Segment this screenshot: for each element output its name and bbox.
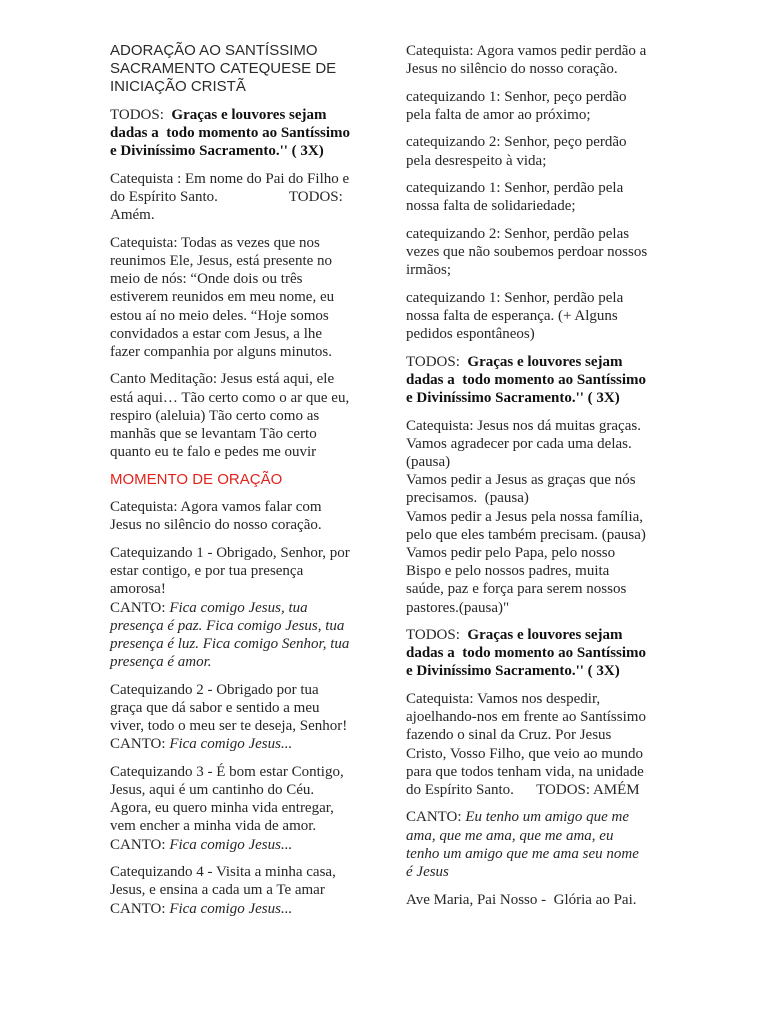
petition-item: catequizando 1: Senhor, perdão pela nossa falta de esperança. (+ Alguns pedidos espontâneos) — [406, 289, 624, 343]
catequista-farewell: Catequista: Vamos nos despedir, ajoelhando-nos em frente ao Santíssimo fazendo o sinal da Cruz. Por Jesus Cristo, Vosso Filho, que veio ao mundo para que todos tenham vida, na unidade do Espírito Santo. TODOS: AMÉM — [406, 690, 646, 798]
canto-label: CANTO: — [110, 599, 170, 616]
canto-lyrics: Fica comigo Jesus... — [169, 836, 293, 853]
todos-prayer: Graças e louvores sejam dadas a todo momento ao Santíssimo e Diviníssimo Sacramento.'' ( 3X) — [406, 353, 647, 407]
catequista-presence: Catequista: Todas as vezes que nos reunimos Ele, Jesus, está presente no meio de nós: “Onde dois ou três estiverem reunidos em meu nome, eu estou aí no meio deles. “Hoje somos convidados a estar com Jesus, a lhe fazer companhia por alguns minutos. — [110, 234, 335, 360]
catequizando-1 — [110, 544, 372, 671]
catequizando-text: Catequizando 2 - Obrigado por tua graça que dá sabor e sentido a meu viver, todo o meu ser te deseja, Senhor! — [110, 681, 348, 735]
catequizando-4 — [110, 863, 372, 918]
todos-prayer: Graças e louvores sejam dadas a todo momento ao Santíssimo e Diviníssimo Sacramento.'' ( 3X) — [110, 106, 351, 160]
left-column — [110, 42, 372, 927]
document-title: ADORAÇÃO AO SANTÍSSIMO SACRAMENTO CATEQUESE DE INICIAÇÃO CRISTÃ — [110, 42, 337, 96]
todos-response-2 — [406, 353, 668, 408]
todos-prayer: Graças e louvores sejam dadas a todo momento ao Santíssimo e Diviníssimo Sacramento.'' ( 3X) — [406, 627, 647, 680]
final-prayers: Ave Maria, Pai Nosso - Glória ao Pai. — [406, 891, 637, 908]
todos-response-1 — [110, 106, 372, 161]
catequista-thanks: Catequista: Jesus nos dá muitas graças. Vamos agradecer por cada uma delas. (pausa) Vamos pedir a Jesus as graças que nós precisamos. (pausa) Vamos pedir a Jesus pela nossa família, pelo que eles também precisam. (pausa) Vamos pedir pelo Papa, pelo nosso Bispo e pelo nossos padres, muita saúde, paz e força para serem nossos pastores.(pausa)" — [406, 417, 646, 616]
petition-item: catequizando 2: Senhor, perdão pelas vezes que não soubemos perdoar nossos irmãos; — [406, 225, 648, 279]
todos-label: TODOS: — [406, 627, 468, 644]
canto-lyrics: Eu tenho um amigo que me ama, que me ama, que me ama, eu tenho um amigo que me ama seu nome é Jesus — [406, 809, 639, 881]
catequizando-text: Catequizando 1 - Obrigado, Senhor, por estar contigo, e por tua presença amorosa! — [110, 544, 350, 598]
todos-label: TODOS: — [406, 353, 468, 370]
catequista-silence: Catequista: Agora vamos falar com Jesus no silêncio do nosso coração. — [110, 499, 322, 534]
catequista-forgiveness: Catequista: Agora vamos pedir perdão a Jesus no silêncio do nosso coração. — [406, 43, 647, 78]
catequizando-text: Catequizando 4 - Visita a minha casa, Jesus, e ensina a cada um a Te amar — [110, 864, 336, 899]
canto-label: CANTO: — [110, 900, 170, 917]
section-heading-momento-de-oracao: MOMENTO DE ORAÇÃO — [110, 470, 283, 488]
canto-label: CANTO: — [110, 836, 170, 853]
canto-lyrics: Fica comigo Jesus... — [169, 900, 293, 917]
closing-song — [406, 808, 668, 881]
petition-item: catequizando 1: Senhor, perdão pela nossa falta de solidariedade; — [406, 180, 624, 215]
right-column — [406, 42, 668, 918]
catequizando-text: Catequizando 3 - É bom estar Contigo, Jesus, aqui é um cantinho do Céu. Agora, eu quero minha vida entregar, vem encher a minha vida de amor. — [110, 763, 344, 835]
petition-item: catequizando 1: Senhor, peço perdão pela falta de amor ao próximo; — [406, 88, 627, 123]
petition-item: catequizando 2: Senhor, peço perdão pela desrespeito à vida; — [406, 134, 627, 169]
canto-meditacao: Canto Meditação: Jesus está aqui, ele está aqui… Tão certo como o ar que eu, respiro (aleluia) Tão certo como as manhãs que se levantam Tão certo quanto eu te falo e pedes me ouvir — [110, 371, 350, 461]
catequizando-3 — [110, 763, 372, 854]
catequista-opening: Catequista : Em nome do Pai do Filho e do Espírito Santo. TODOS: Amém. — [110, 170, 350, 224]
catequizando-2 — [110, 681, 372, 754]
canto-label: CANTO: — [110, 736, 170, 753]
todos-label: TODOS: — [110, 106, 172, 123]
canto-lyrics: Fica comigo Jesus... — [169, 736, 293, 753]
todos-response-3 — [406, 626, 668, 681]
canto-lyrics: Fica comigo Jesus, tua presença é paz. Fica comigo Jesus, tua presença é luz. Fica comigo Senhor, tua presença é amor. — [110, 599, 350, 671]
canto-label: CANTO: — [406, 809, 466, 826]
